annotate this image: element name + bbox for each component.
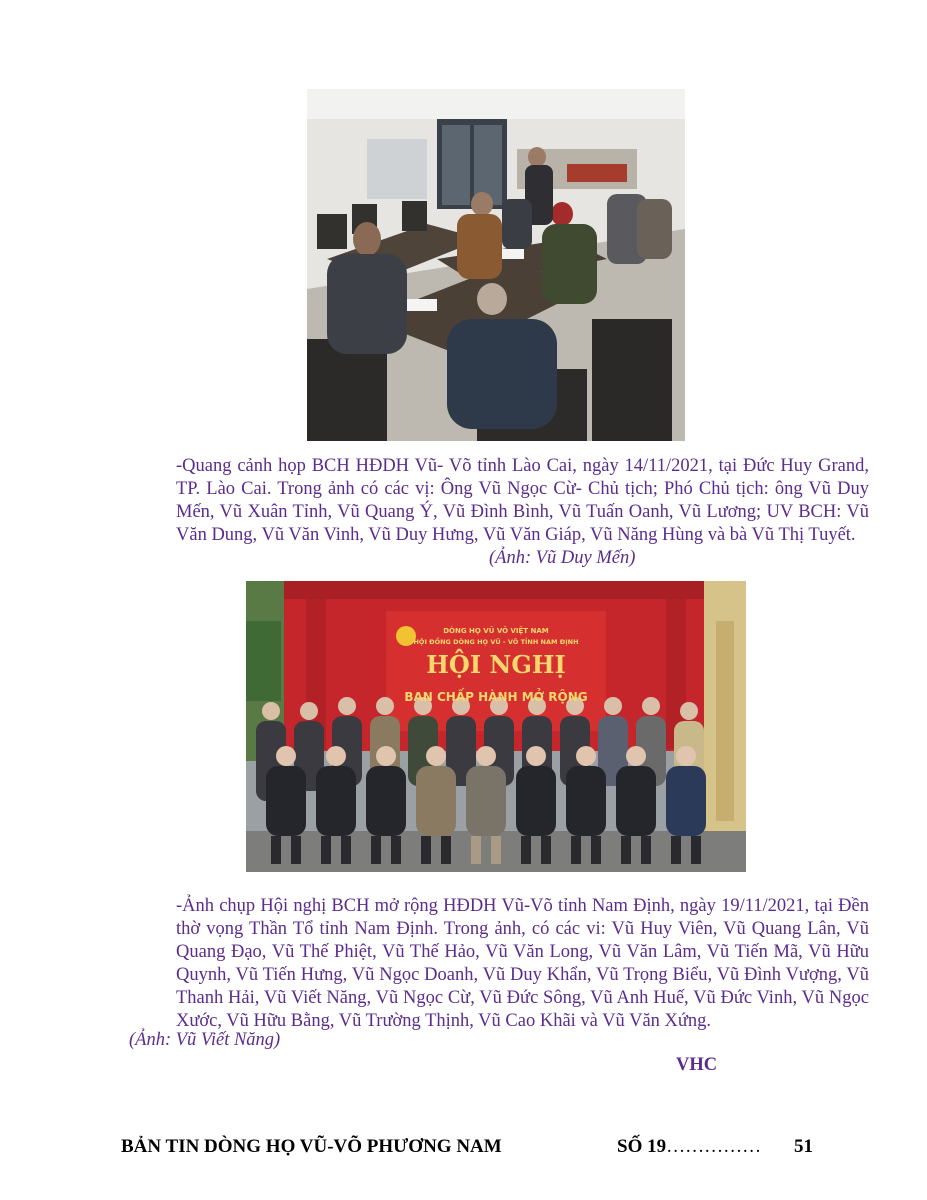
- photo-credit: (Ảnh: Vũ Duy Mến): [489, 548, 636, 568]
- issue-number: [617, 1136, 761, 1158]
- issue-dots: ……………: [666, 1136, 762, 1157]
- banner-title: HỘI NGHỊ: [426, 650, 566, 679]
- author-signature: VHC: [676, 1055, 718, 1075]
- caption-text: -Ảnh chụp Hội nghị BCH mở rộng HĐDH Vũ-Võ tỉnh Nam Định, ngày 19/11/2021, tại Đền thờ vọng Thần Tổ tỉnh Nam Định. Trong ảnh, có các vi: Vũ Huy Viên, Vũ Quang Lân, Vũ Quang Đạo, Vũ Thế Phiệt, Vũ Thế Hảo, Vũ Văn Long, Vũ Văn Lâm, Vũ Tiến Mã, Vũ Hữu Quynh, Vũ Tiến Hưng, Vũ Ngọc Doanh, Vũ Duy Khẩn, Vũ Trọng Biểu, Vũ Đình Vượng, Vũ Thanh Hải, Vũ Viết Năng, Vũ Ngọc Cừ, Vũ Đức Sông, Vũ Anh Huế, Vũ Đức Vinh, Vũ Ngọc Xước, Vũ Hữu Bằng, Vũ Trường Thịnh, Vũ Cao Khãi và Vũ Văn Xứng.: [176, 896, 869, 1031]
- group-photo-nam-dinh: [246, 581, 746, 872]
- banner-subtitle: BAN CHẤP HÀNH MỞ RỘNG: [404, 690, 588, 704]
- meeting-photo-lao-cai: [307, 89, 685, 441]
- photo-caption-nam-dinh: [121, 895, 869, 1033]
- photo-credit: (Ảnh: Vũ Viết Năng): [129, 1030, 281, 1050]
- publication-name: BẢN TIN DÒNG HỌ VŨ-VÕ PHƯƠNG NAM: [121, 1136, 502, 1157]
- issue-label: SỐ 19: [617, 1136, 667, 1157]
- banner-line1: DÒNG HỌ VŨ VÕ VIỆT NAM: [443, 627, 549, 635]
- banner-line2: HỘI ĐỒNG DÒNG HỌ VŨ - VÕ TỈNH NAM ĐỊNH: [413, 638, 579, 646]
- photo-caption-lao-cai: [121, 455, 869, 568]
- page-number: 51: [794, 1136, 813, 1157]
- caption-text: -Quang cảnh họp BCH HĐDH Vũ- Võ tỉnh Lào Cai, ngày 14/11/2021, tại Đức Huy Grand, TP. Lào Cai. Trong ảnh có các vị: Ông Vũ Ngọc Cừ- Chủ tịch; Phó Chủ tịch: ông Vũ Duy Mến, Vũ Xuân Tỉnh, Vũ Quang Ý, Vũ Đình Bình, Vũ Tuấn Oanh, Vũ Lương; UV BCH: Vũ Văn Dung, Vũ Văn Vinh, Vũ Duy Hưng, Vũ Văn Giáp, Vũ Năng Hùng và bà Vũ Thị Tuyết.: [176, 456, 869, 545]
